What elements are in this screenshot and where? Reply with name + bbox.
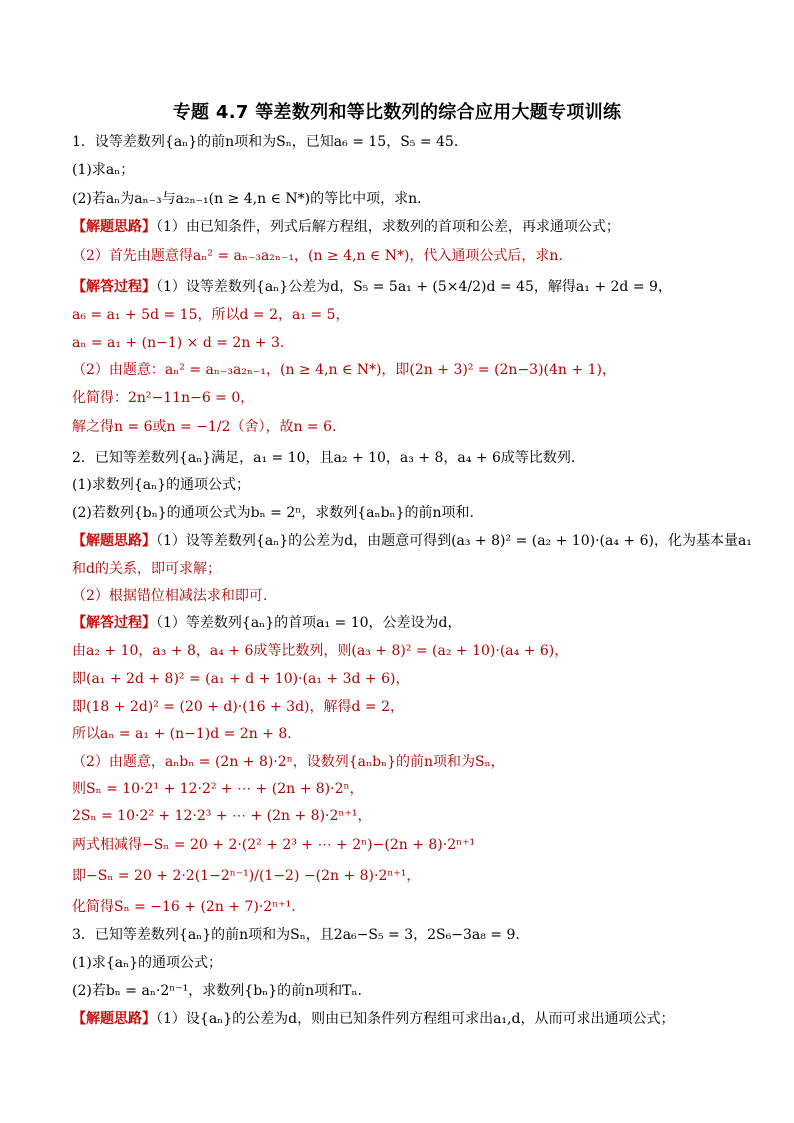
problem-1-solution-4: （2）由题意：aₙ² = aₙ₋₃a₂ₙ₋₁，(n ≥ 4,n ∈ N*)，即(2n + 3)² = (2n−3)(4n + 1)，	[72, 362, 616, 378]
section-text: （1）设等差数列{aₙ}的公差为d，由题意可得到(a₃ + 8)² = (a₂ + 10)·(a₄ + 6)，化为基本量a₁	[156, 533, 752, 549]
problem-1-statement: 1．设等差数列{aₙ}的前n项和为Sₙ，已知a₆ = 15，S₅ = 45.	[72, 134, 459, 150]
problem-3-part-1: (1)求{aₙ}的通项公式；	[72, 955, 223, 971]
section-text: （1）由已知条件，列式后解方程组，求数列的首项和公差，再求通项公式；	[156, 219, 620, 235]
problem-2-solution-6: （2）由题意，aₙbₙ = (2n + 8)·2ⁿ，设数列{aₙbₙ}的前n项和为Sₙ，	[72, 754, 505, 770]
page-title: 专题 4.7 等差数列和等比数列的综合应用大题专项训练	[172, 102, 622, 123]
problem-2-solution-4: 即(18 + 2d)² = (20 + d)·(16 + 3d)，解得d = 2，	[72, 699, 405, 715]
problem-3-hint	[72, 1009, 772, 1029]
section-text: （1）设{aₙ}的公差为d，则由已知条件列方程组可求出a₁,d，从而可求出通项公式；	[156, 1011, 675, 1027]
section-label: 【解答过程】	[72, 615, 156, 631]
problem-2-hint	[72, 531, 772, 551]
problem-1-hint	[72, 217, 772, 237]
problem-1-solution-2: a₆ = a₁ + 5d = 15，所以d = 2，a₁ = 5，	[72, 307, 350, 323]
problem-3-part-2: (2)若bₙ = aₙ·2ⁿ⁻¹，求数列{bₙ}的前n项和Tₙ.	[72, 983, 362, 999]
section-text: （1）设等差数列{aₙ}公差为d，S₅ = 5a₁ + (5×4/2)d = 45，解得a₁ + 2d = 9，	[156, 279, 672, 295]
problem-2-statement: 2．已知等差数列{aₙ}满足，a₁ = 10，且a₂ + 10，a₃ + 8，a₄ + 6成等比数列.	[72, 450, 576, 466]
section-text: （1）等差数列{aₙ}的首项a₁ = 10，公差设为d，	[156, 615, 462, 631]
section-label: 【解题思路】	[72, 1011, 156, 1027]
problem-2-part-1: (1)求数列{aₙ}的通项公式；	[72, 477, 251, 493]
problem-2-solution-1	[72, 613, 772, 633]
problem-2-solution-8: 2Sₙ = 10·2² + 12·2³ + ⋯ + (2n + 8)·2ⁿ⁺¹，	[72, 808, 372, 824]
section-label: 【解题思路】	[72, 219, 156, 235]
problem-2-solution-7: 则Sₙ = 10·2¹ + 12·2² + ⋯ + (2n + 8)·2ⁿ，	[72, 781, 364, 797]
problem-2-solution-11: 化简得Sₙ = −16 + (2n + 7)·2ⁿ⁺¹.	[72, 899, 296, 915]
problem-2-solution-3: 即(a₁ + 2d + 8)² = (a₁ + d + 10)·(a₁ + 3d + 6)，	[72, 671, 410, 687]
problem-2-solution-9: 两式相减得−Sₙ = 20 + 2·(2² + 2³ + ⋯ + 2ⁿ)−(2n + 8)·2ⁿ⁺¹	[72, 837, 476, 853]
section-label: 【解答过程】	[72, 279, 156, 295]
problem-1-solution-1	[72, 277, 772, 297]
problem-2-solution-10: 即−Sₙ = 20 + 2·2(1−2ⁿ⁻¹)/(1−2) −(2n + 8)·2ⁿ⁺¹，	[72, 868, 421, 884]
problem-1-part-1: (1)求aₙ；	[72, 162, 135, 178]
problem-2-part-2: (2)若数列{bₙ}的通项公式为bₙ = 2ⁿ，求数列{aₙbₙ}的前n项和.	[72, 505, 474, 521]
problem-2-hint-cont: 和d的关系，即可求解；	[72, 561, 221, 577]
problem-2-solution-5: 所以aₙ = a₁ + (n−1)d = 2n + 8.	[72, 726, 292, 742]
problem-1-solution-5: 化简得：2n²−11n−6 = 0，	[72, 390, 255, 406]
problem-2-hint-2: （2）根据错位相减法求和即可.	[72, 588, 268, 604]
problem-1-solution-3: aₙ = a₁ + (n−1) × d = 2n + 3.	[72, 335, 285, 351]
problem-1-part-2: (2)若aₙ为aₙ₋₃与a₂ₙ₋₁(n ≥ 4,n ∈ N*)的等比中项，求n.	[72, 191, 422, 207]
problem-1-hint-2: （2）首先由题意得aₙ² = aₙ₋₃a₂ₙ₋₁，(n ≥ 4,n ∈ N*)，代入通项公式后，求n.	[72, 248, 563, 264]
section-label: 【解题思路】	[72, 533, 156, 549]
problem-2-solution-2: 由a₂ + 10，a₃ + 8，a₄ + 6成等比数列，则(a₃ + 8)² = (a₂ + 10)·(a₄ + 6)，	[72, 643, 569, 659]
problem-3-statement: 3．已知等差数列{aₙ}的前n项和为Sₙ，且2a₆−S₅ = 3，2S₆−3a₈ = 9.	[72, 927, 520, 943]
problem-1-solution-6: 解之得n = 6或n = −1/2（舍），故n = 6.	[72, 419, 337, 435]
